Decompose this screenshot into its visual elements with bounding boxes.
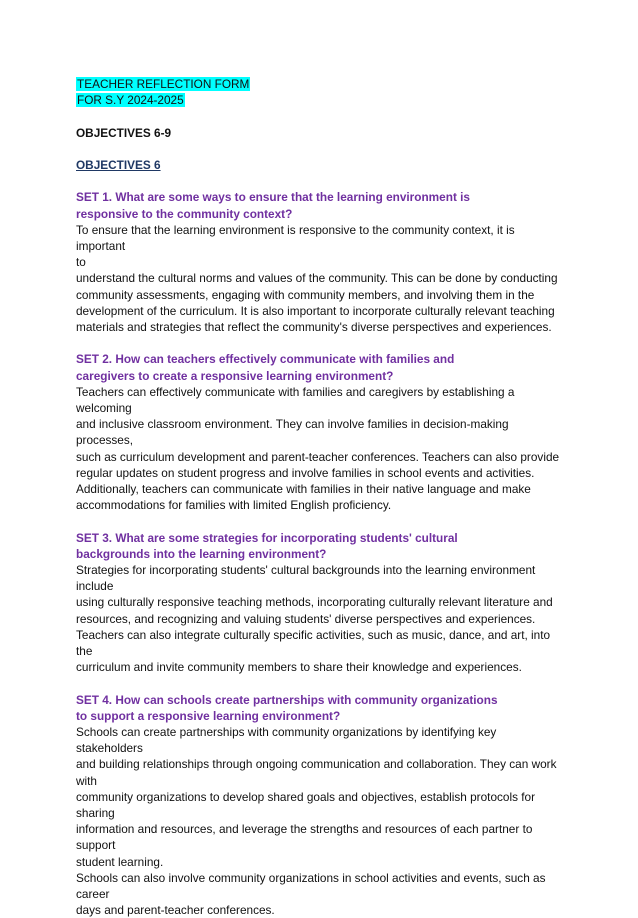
spacer xyxy=(76,173,566,189)
spacer xyxy=(76,108,566,124)
set-4-question: SET 4. How can schools create partnerships with community organizations to support a responsive learning environment? xyxy=(76,692,498,723)
document-page xyxy=(76,76,566,918)
set-2-section xyxy=(76,351,566,513)
spacer xyxy=(76,513,566,529)
spacer xyxy=(76,141,566,157)
objectives-6-link[interactable]: OBJECTIVES 6 xyxy=(76,157,161,172)
title-line-2: FOR S.Y 2024-2025 xyxy=(77,93,184,108)
spacer xyxy=(76,335,566,351)
set-4-answer: Schools can create partnerships with community organizations by identifying key stakeholders and building relationships through ongoing communication and collaboration. They can work with community organizations to develop shared goals and objectives, establish protocols for sharing information and resources, and leverage the strengths and resources of each partner to support student learning. Schools can also involve community organizations in school activities and events, such as career days and parent-teacher conferences. xyxy=(76,725,557,918)
objectives-heading: OBJECTIVES 6-9 xyxy=(76,125,172,140)
set-3-section xyxy=(76,530,566,676)
form-title xyxy=(76,76,566,108)
set-4-section xyxy=(76,692,566,918)
set-1-answer: To ensure that the learning environment is responsive to the community context, it is important to understand the cultural norms and values of the community. This can be done by conducting community assessments, engaging with community members, and involving them in the development of the curriculum. It is also important to incorporate culturally relevant teaching materials and strategies that reflect the community's diverse perspectives and experiences. xyxy=(76,222,558,334)
set-1-question: SET 1. What are some ways to ensure that the learning environment is responsive to the community context? xyxy=(76,190,470,221)
set-1-section xyxy=(76,189,566,335)
set-2-answer: Teachers can effectively communicate with families and caregivers by establishing a welcoming and inclusive classroom environment. They can involve families in decision-making processes, such as curriculum development and parent-teacher conferences. Teachers can also provide regular updates on student progress and involve families in school events and activities. Additionally, teachers can communicate with families in their native language and make accommodations for families with limited English proficiency. xyxy=(76,384,560,513)
objective-link-row xyxy=(76,157,566,173)
set-3-question: SET 3. What are some strategies for incorporating students' cultural backgrounds into the learning environment? xyxy=(76,530,458,561)
spacer xyxy=(76,675,566,691)
set-3-answer: Strategies for incorporating students' cultural backgrounds into the learning environment include using culturally responsive teaching methods, incorporating culturally relevant literature and resources, and recognizing and valuing students' diverse perspectives and experiences. Teachers can also integrate culturally specific activities, such as music, dance, and art, into the curriculum and invite community members to share their knowledge and experiences. xyxy=(76,563,553,675)
set-2-question: SET 2. How can teachers effectively communicate with families and caregivers to create a responsive learning environment? xyxy=(76,352,455,383)
title-line-1: TEACHER REFLECTION FORM xyxy=(77,77,250,91)
